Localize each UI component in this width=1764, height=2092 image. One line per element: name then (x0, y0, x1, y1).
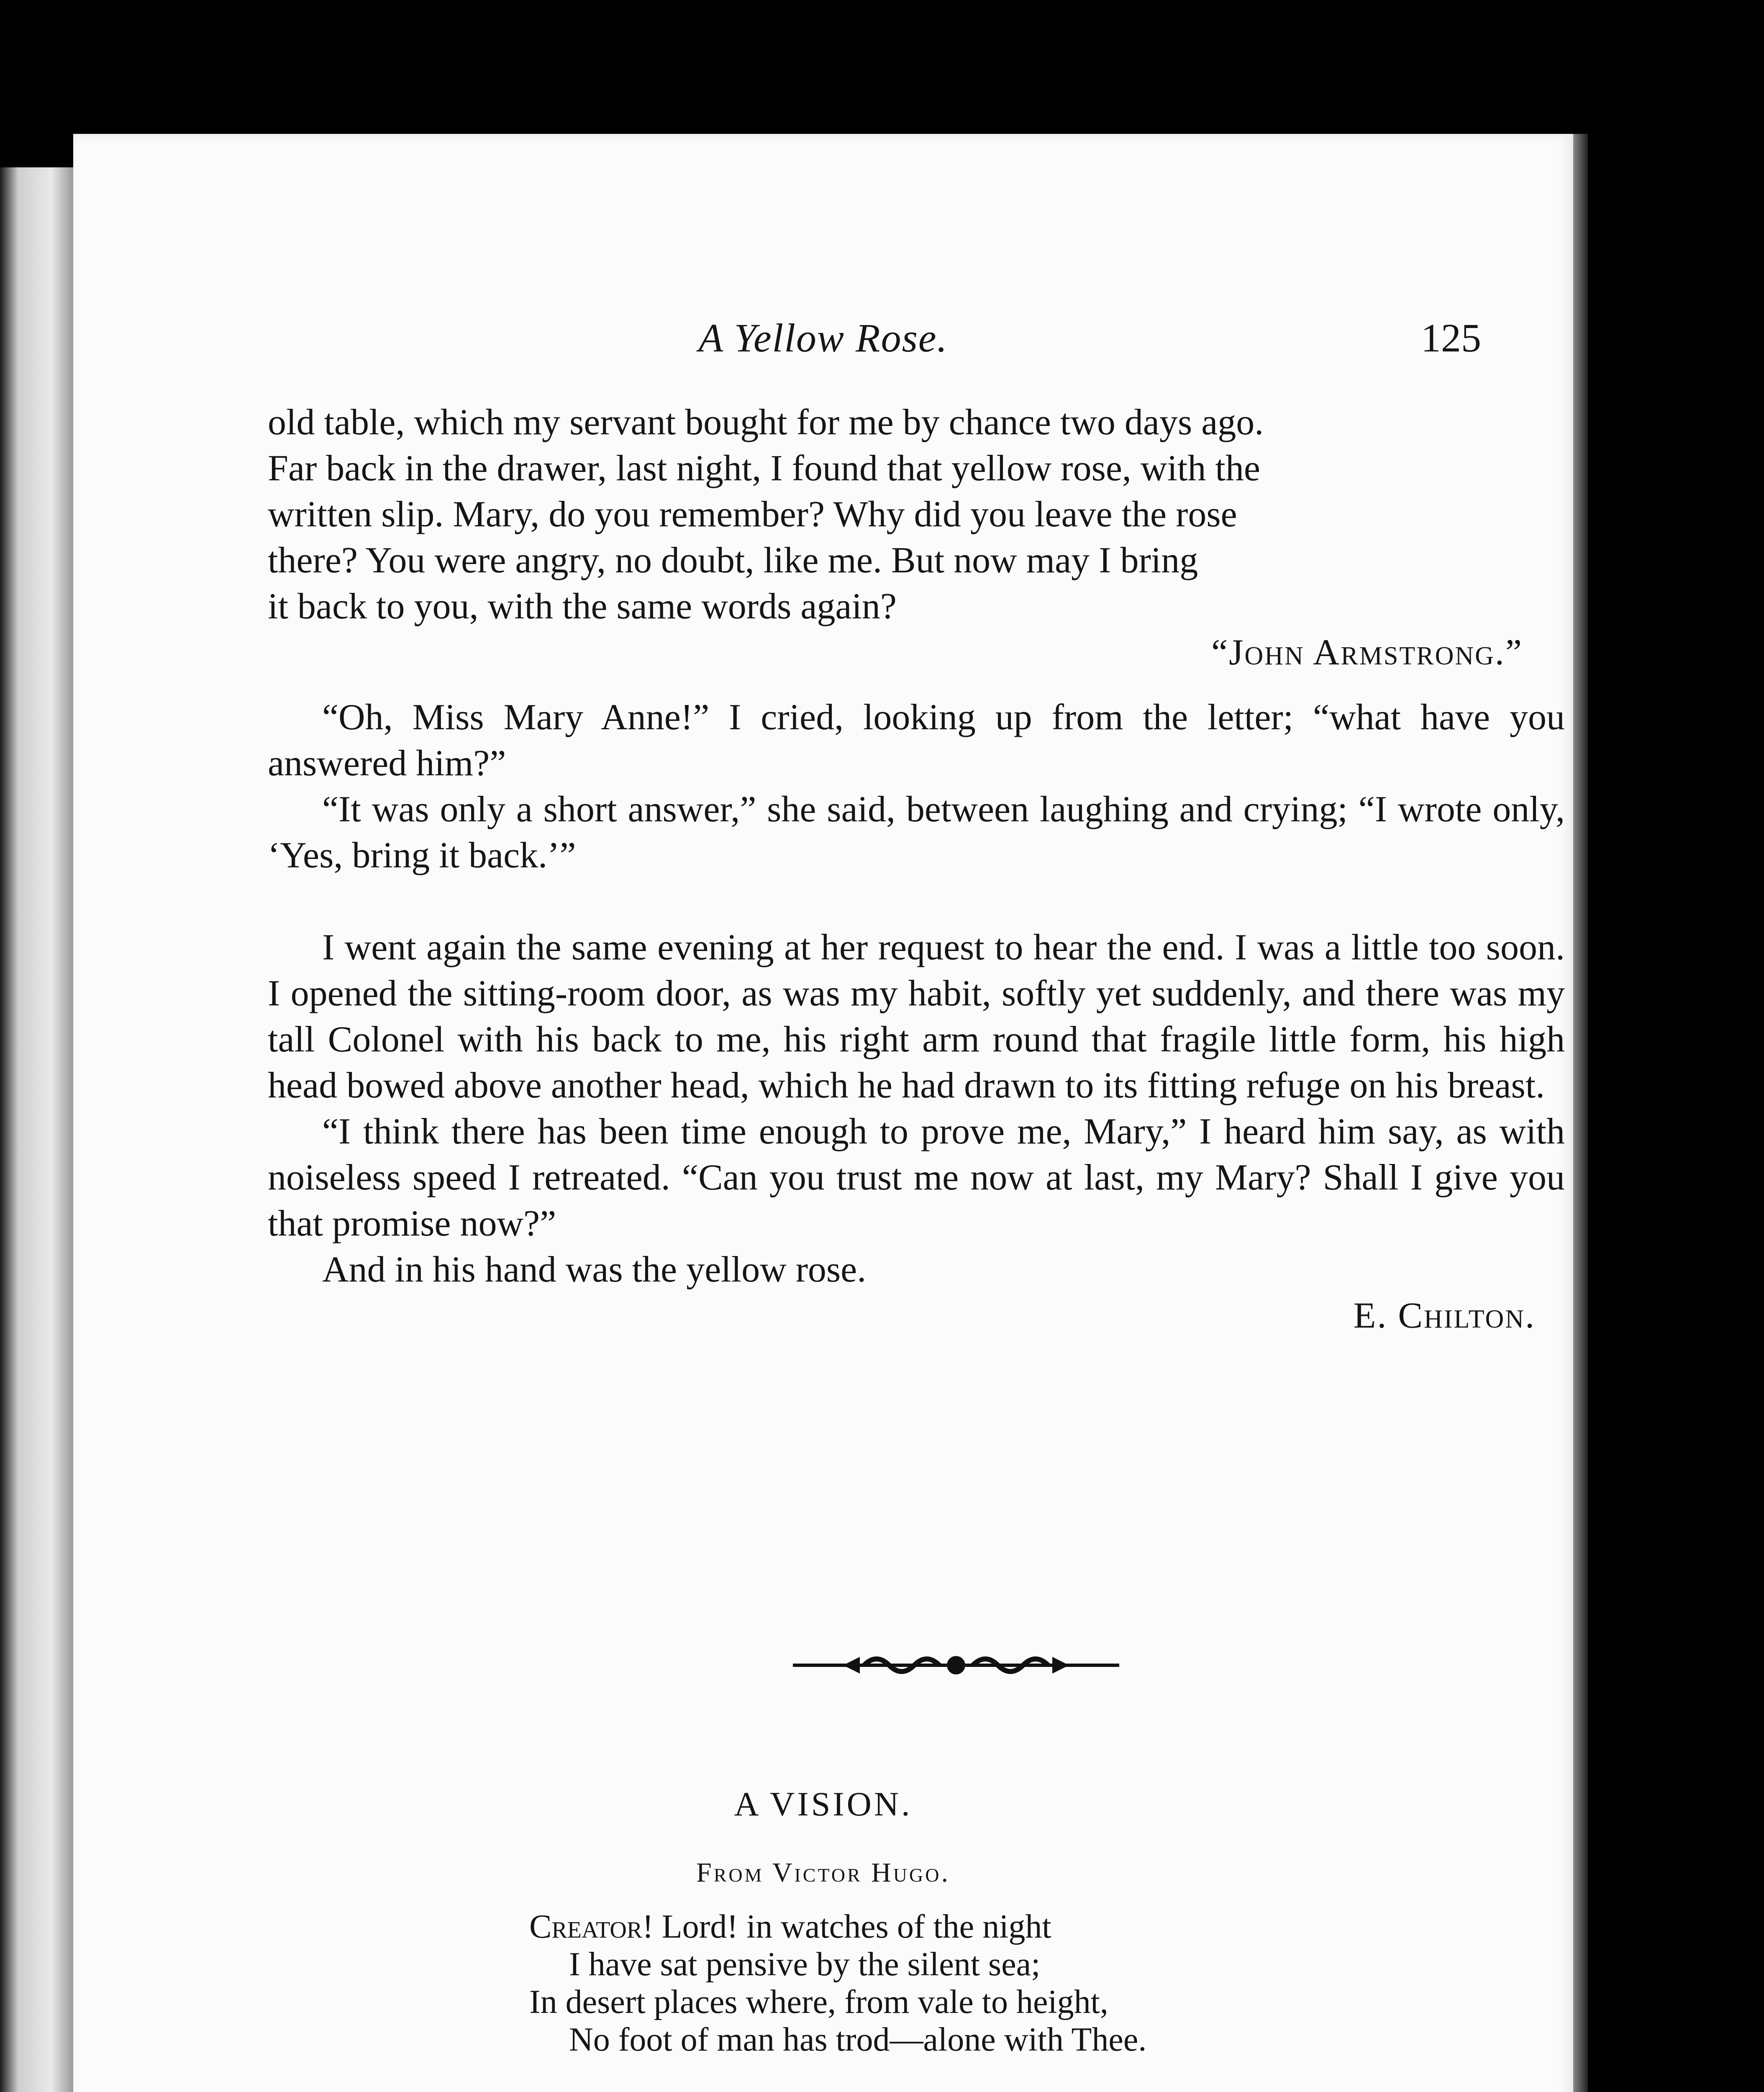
page-header (73, 315, 1573, 369)
paragraph: I went again the same evening at her request to hear the end. I was a little too soon. I opened the sitting-room door, as was my habit, softly yet suddenly, and there was my tall Colonel with his back to me, his right arm round that fragile little form, his high head bowed above another head, which he had drawn to its fitting refuge on his breast. (268, 927, 1565, 1106)
page-edge-shadow (1573, 134, 1588, 2092)
poem-line: In desert places where, from vale to height, (529, 1984, 1108, 2020)
paragraph: “It was only a short answer,” she said, between laughing and crying; “I wrote only, ‘Yes, bring it back.’” (268, 789, 1565, 876)
poem-title: A VISION. (734, 1785, 913, 1823)
letter-line: Far back in the drawer, last night, I found that yellow rose, with the (268, 448, 1260, 489)
paragraph: “I think there has been time enough to prove me, Mary,” I heard him say, as with noiseless speed I retreated. “Can you trust me now at last, my Mary? Shall I give you that promise now?” (268, 1111, 1565, 1244)
book-page (73, 134, 1573, 2092)
story-author: E. Chilton. (1353, 1295, 1536, 1336)
paragraph: “Oh, Miss Mary Anne!” I cried, looking up from the letter; “what have you answered him?” (268, 697, 1565, 784)
running-title: A Yellow Rose. (698, 315, 948, 360)
paragraph: And in his hand was the yellow rose. (322, 1249, 867, 1290)
poem-body (529, 1908, 1617, 2092)
page-number: 125 (1421, 315, 1481, 360)
paragraph-gap (268, 879, 1565, 925)
facing-page-edge (0, 167, 73, 2092)
poem-source: From Victor Hugo. (696, 1857, 950, 1888)
poem-line (529, 1908, 1617, 1946)
letter-signature: “John Armstrong.” (1211, 632, 1523, 673)
ornament-divider (793, 1648, 1119, 1682)
letter-line: it back to you, with the same words again? (268, 586, 897, 627)
letter-line: written slip. Mary, do you remember? Why did you leave the rose (268, 494, 1237, 535)
poem-line: No foot of man has trod—alone with Thee. (569, 2021, 1147, 2058)
poem-line: I have sat pensive by the silent sea; (569, 1946, 1041, 1983)
paragraph-gap (268, 676, 1565, 695)
poem-line-text: ! Lord! in watches of the night (642, 1908, 1051, 1945)
letter-line: there? You were angry, no doubt, like me. But now may I bring (268, 540, 1198, 581)
letter-line: old table, which my servant bought for me by chance two days ago. (268, 402, 1264, 443)
poem-first-word: Creator (529, 1908, 643, 1945)
stanza (529, 1908, 1617, 2059)
story-text (268, 400, 1565, 1339)
